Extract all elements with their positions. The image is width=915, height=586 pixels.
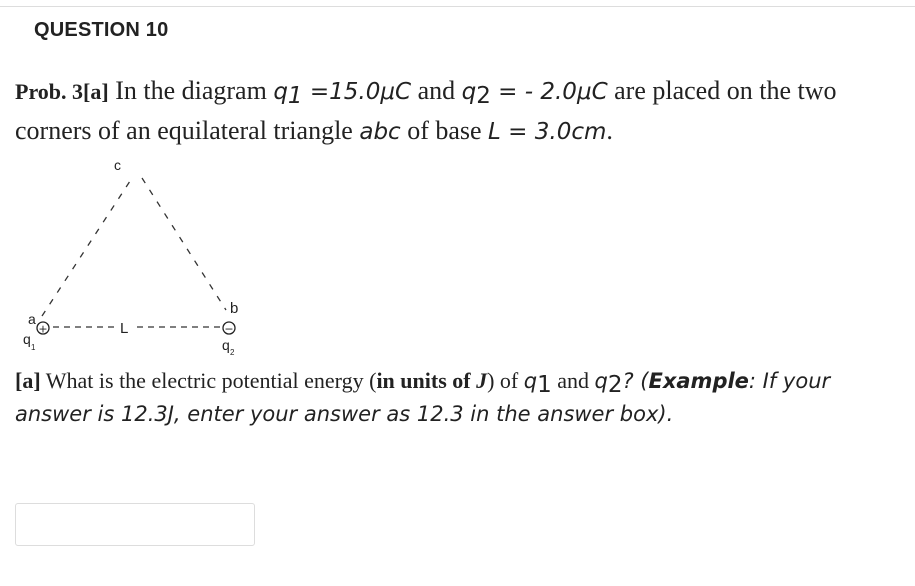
units-text: in units of <box>376 368 477 393</box>
problem-statement-line-2 <box>15 116 613 146</box>
vertex-label-b: b <box>230 300 239 317</box>
question-text: and <box>551 368 595 393</box>
side-cb <box>142 178 226 310</box>
minus-sign: − <box>224 322 234 336</box>
q1-symbol: q <box>523 369 538 393</box>
q2-subscript: 2 <box>607 372 623 398</box>
triangle-name: abc <box>359 119 401 145</box>
problem-label: Prob. 3[a] <box>15 79 109 104</box>
question-text: What is the electric potential energy ( <box>40 368 377 393</box>
question-text: ? ( <box>622 369 649 393</box>
q2-symbol: q <box>594 369 608 393</box>
problem-text: . <box>606 116 613 145</box>
q2-symbol: q <box>461 79 477 105</box>
triangle-diagram <box>20 156 260 362</box>
q1-subscript: 1 <box>537 372 552 398</box>
problem-text: are placed on the two <box>607 76 837 105</box>
charge-label-q2: q <box>222 337 230 353</box>
q1-value: =15.0μC <box>302 79 412 105</box>
example-text: : If your <box>748 369 831 393</box>
question-title: QUESTION 10 <box>34 19 169 41</box>
q2-subscript: 2 <box>476 83 491 109</box>
charge-label-q2-sub: 2 <box>230 348 235 357</box>
base-length: L = 3.0cm <box>488 119 607 145</box>
q2-value: = - 2.0μC <box>490 79 608 105</box>
answer-input[interactable] <box>15 503 255 546</box>
problem-text: and <box>411 76 462 105</box>
top-divider <box>0 6 915 7</box>
problem-text: of base <box>400 116 489 145</box>
charge-label-q1: q <box>23 331 31 347</box>
side-ac <box>42 178 132 316</box>
question-text: ) of <box>487 368 524 393</box>
charge-label-q1-sub: 1 <box>31 343 36 352</box>
vertex-label-a: a <box>28 311 36 327</box>
problem-text: corners of an equilateral triangle <box>15 116 360 145</box>
q1-subscript: 1 <box>287 83 303 109</box>
example-label: Example <box>648 369 749 393</box>
question-line-2: answer is 12.3J, enter your answer as 12.3 in the answer box). <box>15 402 674 426</box>
part-label: [a] <box>15 368 41 393</box>
q1-symbol: q <box>273 79 288 105</box>
base-label: L <box>120 320 129 337</box>
plus-sign: + <box>38 322 48 336</box>
problem-text: In the diagram <box>108 76 274 105</box>
vertex-label-c: c <box>114 157 121 173</box>
question-line-1 <box>15 368 831 398</box>
units-symbol: J <box>476 368 488 393</box>
problem-statement-line-1 <box>15 76 837 109</box>
